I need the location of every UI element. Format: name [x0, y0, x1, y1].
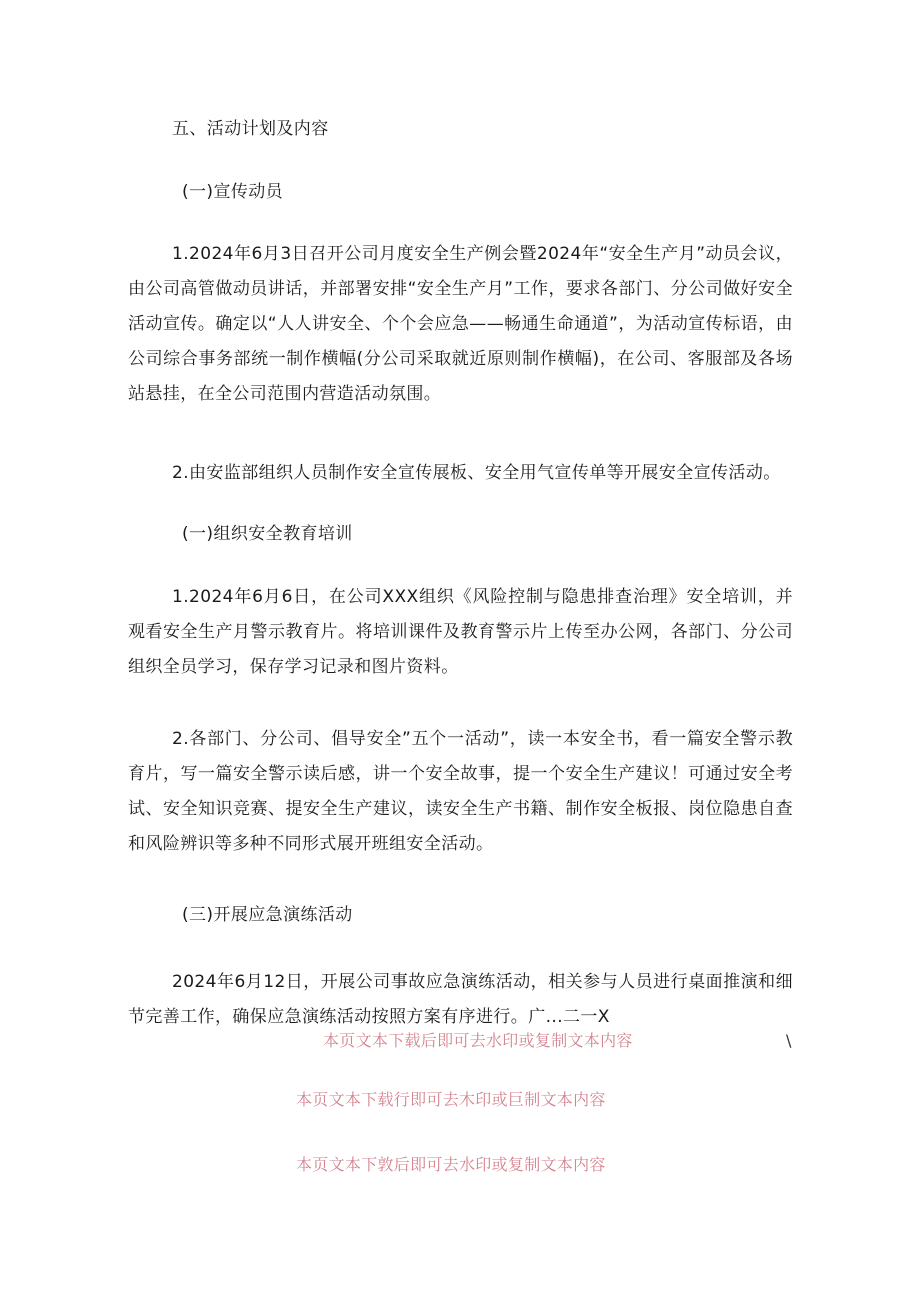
watermark-text-2: 本页文本下载行即可去木印或巨制文本内容 [296, 1090, 606, 1109]
subsection-heading-emergency-drill: (三)开展应急演练活动 [182, 905, 353, 925]
watermark-text-3: 本页文本下敦后即可去水印或复制文本内容 [296, 1155, 606, 1174]
paragraph-five-ones-activity: 2.各部门、分公司、倡导安全”五个一活动”，读一本安全书，看一篇安全警示教育片，写一篇安全警示读后感，讲一个安全故事，提一个安全生产建议！可通过安全考试、安全知识竞赛、提安全生产建议，读安全生产书籍、制作安全板报、岗位隐患自查和风险辨识等多种不同形式展开班组安全活动。 [128, 729, 793, 854]
subsection-heading-training: (一)组织安全教育培训 [182, 524, 353, 544]
subsection-heading-publicity: (一)宣传动员 [182, 182, 284, 202]
watermark-text-1: 本页文本下载后即可去水印或复制文本内容 [323, 1031, 633, 1050]
paragraph-emergency-drill: 2024年6月12日，开展公司事故应急演练活动，相关参与人员进行桌面推演和细节完善工作，确保应急演练活动按照方案有序进行。广...二一X [128, 972, 793, 1027]
paragraph-mobilization-meeting: 1.2024年6月3日召开公司月度安全生产例会暨2024年“安全生产月”动员会议，由公司高管做动员讲话，并部署安排“安全生产月”工作，要求各部门、分公司做好安全活动宣传。确定以“人人讲安全、个个会应急——畅通生命通道”，为活动宣传标语，由公司综合事务部统一制作横幅(分公司采取就近原则制作横幅)，在公司、客服部及各场站悬挂，在全公司范围内营造活动氛围。 [128, 244, 793, 404]
stray-mark: \ [786, 1031, 792, 1050]
section-heading: 五、活动计划及内容 [172, 119, 329, 139]
paragraph-publicity-boards: 2.由安监部组织人员制作安全宣传展板、安全用气宣传单等开展安全宣传活动。 [172, 463, 781, 483]
paragraph-safety-training: 1.2024年6月6日，在公司XXX组织《风险控制与隐患排查治理》安全培训，并观看安全生产月警示教育片。将培训课件及教育警示片上传至办公网，各部门、分公司组织全员学习，保存学习记录和图片资料。 [128, 587, 793, 677]
